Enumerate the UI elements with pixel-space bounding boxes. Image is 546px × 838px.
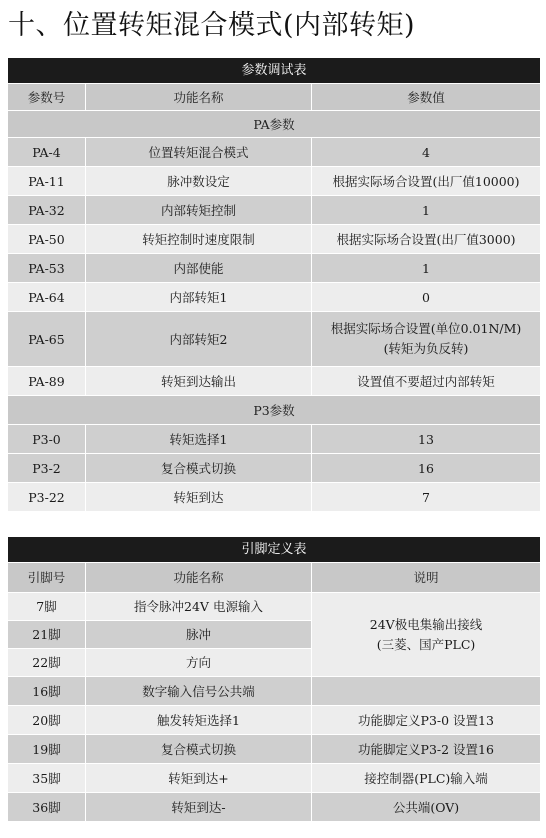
pin-name: 触发转矩选择1: [86, 706, 312, 735]
table-row: [8, 735, 541, 764]
param-value: 1: [312, 196, 541, 225]
param-id: PA-64: [8, 283, 86, 312]
pin-desc: 公共端(OV): [312, 793, 541, 822]
pin-desc: 功能脚定义P3-0 设置13: [312, 706, 541, 735]
param-id: PA-32: [8, 196, 86, 225]
section-label-pa: PA参数: [8, 111, 541, 138]
pin-merged-description: [312, 593, 541, 677]
param-value: 0: [312, 283, 541, 312]
pin-desc-line2: (三菱、国产PLC): [376, 636, 476, 652]
param-value: [312, 312, 541, 367]
header-function-name: 功能名称: [86, 84, 312, 111]
section-label-p3: P3参数: [8, 396, 541, 425]
header-function-name: 功能名称: [86, 563, 312, 593]
pin-name: 指令脉冲24V 电源输入: [86, 593, 312, 621]
table-row: [8, 196, 541, 225]
page-title: 十、位置转矩混合模式(内部转矩): [8, 10, 416, 41]
param-value: 4: [312, 138, 541, 167]
table-row: [8, 425, 541, 454]
header-param-value: 参数值: [312, 84, 541, 111]
param-name: 内部转矩控制: [86, 196, 312, 225]
param-value: 13: [312, 425, 541, 454]
param-value: 16: [312, 454, 541, 483]
header-pin-id: 引脚号: [8, 563, 86, 593]
param-value: 1: [312, 254, 541, 283]
param-name: 转矩到达: [86, 483, 312, 512]
table-row: [8, 367, 541, 396]
param-id: PA-11: [8, 167, 86, 196]
param-id: PA-50: [8, 225, 86, 254]
param-name: 转矩到达输出: [86, 367, 312, 396]
pin-name: 复合模式切换: [86, 735, 312, 764]
param-id: PA-65: [8, 312, 86, 367]
pin-table-title-row: [8, 537, 541, 563]
param-value: 根据实际场合设置(出厂值10000): [312, 167, 541, 196]
table-row: [8, 706, 541, 735]
param-id: PA-4: [8, 138, 86, 167]
param-value: 根据实际场合设置(出厂值3000): [312, 225, 541, 254]
table-row: [8, 254, 541, 283]
pin-table-title: 引脚定义表: [8, 537, 541, 563]
param-name: 内部转矩2: [86, 312, 312, 367]
param-value: 7: [312, 483, 541, 512]
param-name: 内部转矩1: [86, 283, 312, 312]
pin-desc-line1: 24V极电集输出接线: [369, 616, 483, 632]
table-row: [8, 138, 541, 167]
table-row: [8, 312, 541, 367]
table-row: [8, 793, 541, 822]
pin-id: 16脚: [8, 677, 86, 706]
table-row: [8, 225, 541, 254]
param-id: PA-89: [8, 367, 86, 396]
table-row: [8, 677, 541, 706]
pin-table-header-row: [8, 563, 541, 593]
param-name: 脉冲数设定: [86, 167, 312, 196]
pin-table: [7, 536, 541, 822]
pin-id: 7脚: [8, 593, 86, 621]
param-table-title-row: [8, 58, 541, 84]
section-row-pa: [8, 111, 541, 138]
pin-id: 35脚: [8, 764, 86, 793]
pin-id: 20脚: [8, 706, 86, 735]
param-value: 设置值不要超过内部转矩: [312, 367, 541, 396]
param-name: 位置转矩混合模式: [86, 138, 312, 167]
param-table: [7, 57, 541, 512]
param-value-line2: (转矩为负反转): [383, 341, 469, 356]
param-name: 转矩控制时速度限制: [86, 225, 312, 254]
table-row: [8, 483, 541, 512]
table-row: [8, 593, 541, 621]
pin-id: 22脚: [8, 649, 86, 677]
param-id: P3-2: [8, 454, 86, 483]
pin-desc: 功能脚定义P3-2 设置16: [312, 735, 541, 764]
pin-id: 19脚: [8, 735, 86, 764]
param-id: PA-53: [8, 254, 86, 283]
param-name: 内部使能: [86, 254, 312, 283]
param-name: 复合模式切换: [86, 454, 312, 483]
param-table-header-row: [8, 84, 541, 111]
table-row: [8, 283, 541, 312]
table-row: [8, 764, 541, 793]
header-param-id: 参数号: [8, 84, 86, 111]
pin-desc: [312, 677, 541, 706]
pin-name: 方向: [86, 649, 312, 677]
table-row: [8, 167, 541, 196]
header-description: 说明: [312, 563, 541, 593]
pin-desc: 接控制器(PLC)输入端: [312, 764, 541, 793]
pin-id: 21脚: [8, 621, 86, 649]
pin-name: 转矩到达+: [86, 764, 312, 793]
table-row: [8, 454, 541, 483]
param-value-line1: 根据实际场合设置(单位0.01N/M): [330, 321, 522, 336]
param-id: P3-22: [8, 483, 86, 512]
param-name: 转矩选择1: [86, 425, 312, 454]
section-row-p3: [8, 396, 541, 425]
pin-name: 转矩到达-: [86, 793, 312, 822]
pin-name: 脉冲: [86, 621, 312, 649]
pin-name: 数字输入信号公共端: [86, 677, 312, 706]
param-table-title: 参数调试表: [8, 58, 541, 84]
param-id: P3-0: [8, 425, 86, 454]
pin-id: 36脚: [8, 793, 86, 822]
